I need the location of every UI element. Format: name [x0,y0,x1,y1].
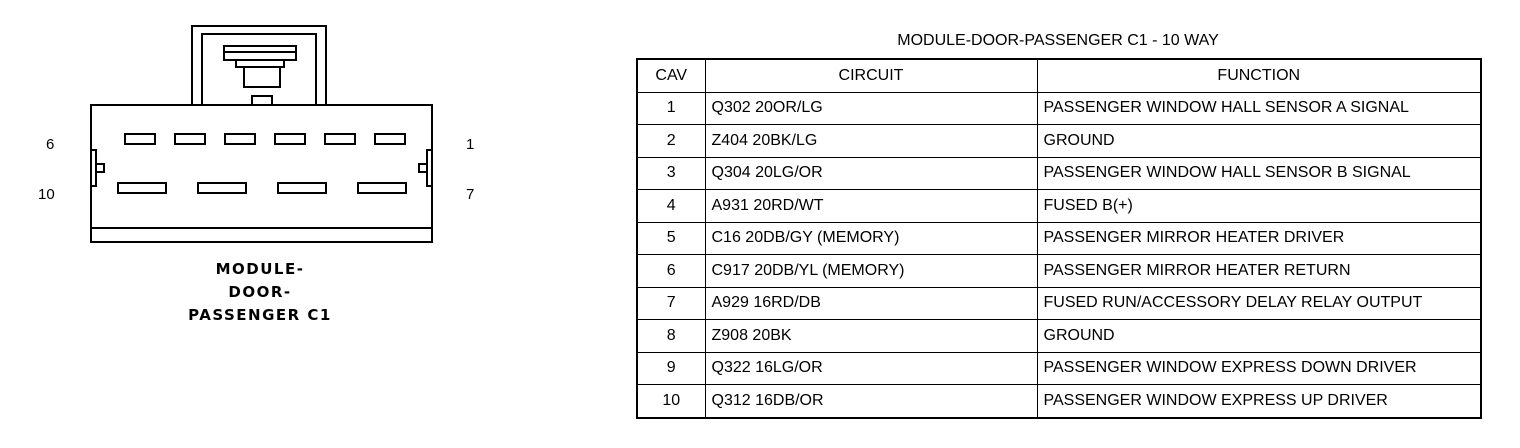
table-row [637,222,1481,255]
caption-line-2: DOOR- [228,283,292,301]
header-cav: CAV [637,59,705,92]
cell-cav: 7 [637,287,705,320]
cell-circuit: Q322 16LG/OR [705,352,1037,385]
cell-circuit: Q312 16DB/OR [705,385,1037,418]
table-row [637,125,1481,158]
cavity-row-top [125,134,405,144]
connector-body [91,105,432,242]
table-row [637,190,1481,223]
cell-function: PASSENGER WINDOW EXPRESS UP DRIVER [1037,385,1481,418]
cell-function: PASSENGER MIRROR HEATER DRIVER [1037,222,1481,255]
cell-cav: 2 [637,125,705,158]
cell-cav: 3 [637,157,705,190]
connector-latch [192,26,326,105]
cell-function: PASSENGER WINDOW HALL SENSOR B SIGNAL [1037,157,1481,190]
cell-cav: 4 [637,190,705,223]
header-function: FUNCTION [1037,59,1481,92]
table-row [637,385,1481,418]
connector-caption [150,258,370,327]
cell-function: PASSENGER WINDOW EXPRESS DOWN DRIVER [1037,352,1481,385]
cavity-4 [225,134,255,144]
table-row [637,157,1481,190]
pin-label-7: 7 [466,186,475,203]
cavity-7 [358,183,406,193]
table-row [637,92,1481,125]
cell-circuit: Q302 20OR/LG [705,92,1037,125]
cell-cav: 10 [637,385,705,418]
pin-label-6: 6 [46,136,55,153]
cell-function: GROUND [1037,320,1481,353]
header-circuit: CIRCUIT [705,59,1037,92]
cell-function: PASSENGER WINDOW HALL SENSOR A SIGNAL [1037,92,1481,125]
table-body [637,92,1481,418]
cell-circuit: C16 20DB/GY (MEMORY) [705,222,1037,255]
cavity-5 [175,134,205,144]
cell-circuit: A931 20RD/WT [705,190,1037,223]
cavity-10 [118,183,166,193]
cavity-8 [278,183,326,193]
connector-diagram [0,0,520,448]
cell-circuit: A929 16RD/DB [705,287,1037,320]
cell-cav: 5 [637,222,705,255]
cell-circuit: Q304 20LG/OR [705,157,1037,190]
cavity-row-bottom [118,183,406,193]
cell-function: GROUND [1037,125,1481,158]
table-row [637,320,1481,353]
cavity-3 [275,134,305,144]
pinout-table [636,58,1482,419]
cell-cav: 1 [637,92,705,125]
table-title: MODULE-DOOR-PASSENGER C1 - 10 WAY [897,32,1219,49]
table-row [637,255,1481,288]
caption-line-3: PASSENGER C1 [188,306,332,324]
cell-cav: 6 [637,255,705,288]
cavity-1 [375,134,405,144]
cell-cav: 9 [637,352,705,385]
cell-circuit: C917 20DB/YL (MEMORY) [705,255,1037,288]
pin-label-1: 1 [466,136,475,153]
cavity-2 [325,134,355,144]
pin-label-10: 10 [38,186,55,203]
table-row [637,287,1481,320]
caption-line-1: MODULE- [215,260,305,278]
cell-circuit: Z908 20BK [705,320,1037,353]
cavity-9 [198,183,246,193]
cell-circuit: Z404 20BK/LG [705,125,1037,158]
cell-cav: 8 [637,320,705,353]
table-row [637,352,1481,385]
table-header-row [637,59,1481,92]
cell-function: FUSED B(+) [1037,190,1481,223]
cell-function: FUSED RUN/ACCESSORY DELAY RELAY OUTPUT [1037,287,1481,320]
cell-function: PASSENGER MIRROR HEATER RETURN [1037,255,1481,288]
cavity-6 [125,134,155,144]
